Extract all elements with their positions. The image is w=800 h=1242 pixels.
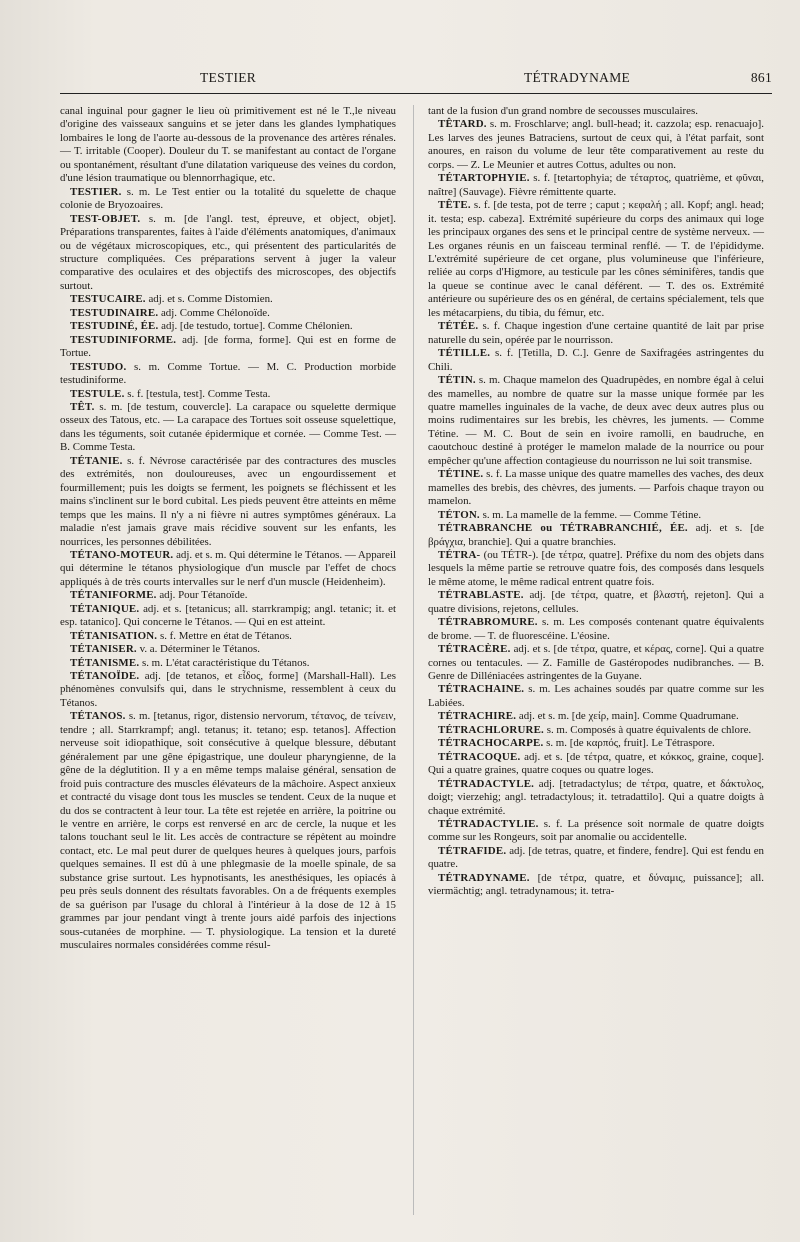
entry-headword: TÉTRACHAINE.	[438, 683, 525, 696]
entry-definition: s. f. [Tetilla, D. C.]. Genre de Saxifragées astringentes du Chili.	[428, 347, 764, 373]
dictionary-entry	[60, 320, 396, 333]
entry-headword: TESTULE.	[70, 387, 125, 400]
column-divider	[413, 105, 414, 1215]
entry-headword: TÊTARD.	[438, 118, 487, 131]
entry-definition: s. f. [de testa, pot de terre ; caput ; κεφαλή ; all. Kopf; angl. head; it. testa; esp. cabeza]. Extrémité supérieure du corps des animaux qui loge les principaux organes des sens et le principal centre de système nerveux. — Les organes réunis en un faisceau terminal renflé. — T. de l'épididyme. L'extrémité supérieure de cet organe, plus volumineuse que l'inférieure, reliée au corps d'Higmore, au testicule par les cônes séminifères, tandis que la queue se continue avec le canal déférent. — T. des os. Extrémité antérieure ou supérieure des os en général, de certains spécialement, tels que les métacarpiens, du tibia, du fémur, etc.	[428, 199, 764, 319]
dictionary-entry	[428, 845, 764, 872]
dictionary-entry	[60, 361, 396, 388]
left-column	[60, 105, 396, 953]
entry-definition: adj. [de tetanos, et εἶδος, forme] (Marshall-Hall). Les phénomènes convulsifs qui, dans le strychnisme, ressemblent à ceux du Tétanos.	[60, 670, 396, 709]
dictionary-entry	[428, 778, 764, 818]
dictionary-entry	[428, 751, 764, 778]
entry-headword: TÉTRACHIRE.	[438, 710, 517, 723]
entry-headword: TÉTANISME.	[70, 656, 140, 669]
entry-headword: TÉTRABROMURE.	[438, 616, 538, 629]
entry-definition: adj. et s. [tetanicus; all. starrkrampig; angl. tetanic; it. et esp. tatanico]. Qui concerne le Tétanos. — Qui en est atteint.	[60, 602, 396, 629]
dictionary-entry	[428, 468, 764, 508]
running-header	[60, 70, 772, 92]
dictionary-entry	[60, 186, 396, 213]
dictionary-entry	[428, 710, 764, 723]
entry-definition: v. a. Déterminer le Tétanos.	[136, 643, 260, 656]
entry-definition: adj. [tetradactylus; de τέτρα, quatre, et δάκτυλος, doigt; vierzehig; angl. tetradactylous; it. tetradattilo]. Qui a quatre doigts à chaque extrémité.	[428, 777, 764, 817]
entry-headword: TÉTILLE.	[438, 347, 491, 360]
entry-headword: TESTUDINAIRE.	[70, 306, 159, 319]
entry-definition: s. f. [testula, test]. Comme Testa.	[124, 387, 271, 400]
entry-definition: (ou TÉTR-). [de τέτρα, quatre]. Préfixe du nom des objets dans lesquels la même partie se retrouve quatre fois, des composés dans lesquels le même atome, le même radical entrent quatre fois.	[428, 548, 764, 588]
entry-definition: s. m. L'état caractéristique du Tétanos.	[139, 656, 310, 669]
entry-definition: s. m. [tetanus, rigor, distensio nervorum, τέτανος, de τείνειν, tendre ; all. Starrkrampf; angl. tetanus; it. tetano; esp. tetanos]. Affection nerveuse soit idiopathique, soit consécutive à quelque blessure, débutant généralement par une gêne épigastrique, une douleur pharyngienne, de la gêne de la déglutition. Il y a en même temps malaise général, sensation de froid puis contracture des muscles élévateurs de la mâchoire. Aspect anxieux et contracté du visage dont tous les muscles se tendent. Ceux de la nuque et du dos se contractent à leur tour. La tête est rejetée en arrière, la poitrine ou le ventre en arrière, le corps est renversé en arc de cercle, la nuque et les talons touchant seul le lit. Les accès de contracture se répètent au moindre contact, etc. Le mal peut durer de quelques heures à quelques jours, parfois quelques semaines. Il est dû à une phlegmasie de la moelle spinale, de sa substance grise surtout. Les hypnotisants, les anesthésiques, les opiacés à peu près seuls donnent des résultats favorables. On a de fréquents exemples de sa guérison par l'usage du chloral à l'intérieur à la dose de 12 à 15 grammes par jour pendant vingt à trente jours aidé parfois des injections sous-cutanées de morphine. — T. physiologique. La tension et la dureté musculaires normales considérées comme résul-	[60, 710, 396, 952]
dictionary-entry	[428, 724, 764, 737]
dictionary-entry	[60, 105, 396, 186]
page-number: 861	[750, 70, 772, 85]
dictionary-entry	[60, 455, 396, 549]
entry-definition: s. m. Le Test entier ou la totalité du squelette de chaque colonie de Bryozoaires.	[60, 185, 396, 212]
entry-headword: TÉTRADACTYLE.	[438, 777, 535, 790]
entry-headword: TÉTRACÈRE.	[438, 643, 511, 656]
header-first-entry: TESTIER	[200, 70, 257, 85]
dictionary-entry	[60, 307, 396, 320]
entry-headword: TÊTE.	[438, 199, 471, 212]
entry-definition: adj. et s. [de τέτρα, quatre, et κόκκος, graine, coque]. Qui a quatre graines, quatre coques ou quatre loges.	[428, 750, 764, 777]
entry-definition: s. f. [tetartophyia; de τέταρτος, quatrième, et φῦναι, naître] (Sauvage). Fièvre rémittente quarte.	[428, 172, 764, 198]
dictionary-entry	[428, 118, 764, 172]
dictionary-entry	[428, 589, 764, 616]
entry-definition: adj. et s. Comme Distomien.	[145, 293, 273, 306]
dictionary-entry	[60, 603, 396, 630]
entry-definition: adj. Pour Tétanoïde.	[156, 589, 248, 602]
header-last-entry: TÉTRADYNAME	[524, 70, 631, 85]
entry-headword: TÉTRADACTYLIE.	[438, 818, 539, 831]
dictionary-entry	[60, 630, 396, 643]
entry-definition: adj. et s. m. [de χείρ, main]. Comme Quadrumane.	[516, 710, 739, 723]
dictionary-entry	[60, 388, 396, 401]
dictionary-entry	[60, 710, 396, 952]
dictionary-entry	[428, 172, 764, 199]
entry-headword: TESTUCAIRE.	[70, 293, 146, 306]
entry-headword: TÉTRACHOCARPE.	[438, 737, 544, 750]
entry-definition: s. m. [de καρπός, fruit]. Le Tétraspore.	[543, 737, 715, 750]
entry-headword: TÉTIN.	[438, 374, 476, 387]
entry-definition: adj. [de forma, forme]. Qui est en forme de Tortue.	[60, 333, 396, 360]
entry-headword: TESTUDO.	[70, 360, 127, 373]
entry-headword: TÉTANO-MOTEUR.	[70, 548, 174, 561]
entry-headword: TÉTARTOPHYIE.	[438, 172, 530, 185]
entry-definition: s. m. La mamelle de la femme. — Comme Tétine.	[479, 508, 702, 521]
entry-headword: TÉTANIE.	[70, 454, 123, 467]
entry-headword: TESTUDINÉ, ÉE.	[70, 320, 159, 333]
entry-headword: TÉTÉE.	[438, 320, 479, 333]
entry-headword: TEST-OBJET.	[70, 212, 141, 225]
entry-headword: TÉTANISATION.	[70, 629, 158, 642]
entry-definition: s. f. Chaque ingestion d'une certaine quantité de lait par prise naturelle du sein, opérée par le nourrisson.	[428, 320, 764, 346]
entry-definition: s. m. [de testum, couvercle]. La carapace ou squelette dermique osseux des Tatous, etc. — La carapace des Tortues soit osseuse squelettique, dans les téguments, soit cutanée épidermique et cornée. — Comme Test. — B. Comme Testa.	[60, 400, 396, 454]
entry-definition: adj. et s. [de τέτρα, quatre, et κέρας, corne]. Qui a quatre cornes ou tentacules. — Z. Famille de Gastéropodes nudibranches. — B. Genre de Dilléniacées astringentes de la Guyane.	[428, 643, 764, 683]
dictionary-entry	[428, 320, 764, 347]
entry-definition: adj. [de τέτρα, quatre, et βλαστή, rejeton]. Qui a quatre divisions, rejetons, cellules.	[428, 589, 764, 615]
entry-definition: s. m. Les achaines soudés par quatre comme sur les Labiées.	[428, 683, 764, 709]
entry-definition: tant de la fusion d'un grand nombre de secousses musculaires.	[428, 105, 698, 117]
dictionary-entry	[428, 105, 764, 118]
entry-headword: TÉTANOS.	[70, 710, 126, 723]
entry-headword: TÉTRADYNAME.	[438, 871, 530, 884]
entry-headword: TESTIER.	[70, 185, 122, 198]
entry-headword: TESTUDINIFORME.	[70, 333, 177, 346]
entry-definition: s. m. Les composés contenant quatre équivalents de brome. — T. de fluorescéine. L'éosine.	[428, 616, 764, 642]
entry-headword: TÉTANOÏDE.	[70, 670, 140, 683]
entry-headword: TÉTANISER.	[70, 643, 137, 656]
entry-headword: TÉTRAFIDE.	[438, 844, 507, 857]
entry-definition: [de τέτρα, quatre, et δύναμις, puissance]; all. viermächtig; angl. tetradynamous; it. tetra-	[428, 871, 764, 898]
header-rule	[60, 93, 772, 94]
dictionary-entry	[428, 818, 764, 845]
dictionary-entry	[428, 737, 764, 750]
right-column	[428, 105, 764, 899]
entry-definition: s. f. La masse unique des quatre mamelles des vaches, des deux mamelles des brebis, des chèvres, des juments. — Parfois chaque trayon ou mamelon.	[428, 468, 764, 508]
entry-definition: adj. [de tetras, quatre, et findere, fendre]. Qui est fendu en quatre.	[428, 844, 764, 871]
entry-definition: s. m. Comme Tortue. — M. C. Production morbide testudiniforme.	[60, 360, 396, 387]
entry-headword: TÉTRABLASTE.	[438, 589, 524, 602]
dictionary-entry	[428, 509, 764, 522]
dictionary-entry	[60, 293, 396, 306]
dictionary-entry	[60, 401, 396, 455]
entry-definition: s. m. Chaque mamelon des Quadrupèdes, en nombre égal à celui des mamelles, au nombre de quatre sur la masse unique formée par les quatre mamelles inguinales de la vache, de deux avec deux autres plus ou moins rudimentaires sur les brebis, les chèvres, les juments. — Comme Tétine. — M. C. Bout de sein en ivoire ramolli, en baudruche, en caoutchouc destiné à protéger le mamelon malade de la nourrice ou pour empêcher qu'une affection contagieuse du nourrisson ne lui soit transmise.	[428, 374, 764, 467]
dictionary-entry	[428, 549, 764, 589]
entry-headword: TÉTANIFORME.	[70, 589, 157, 602]
entry-headword: TÊT.	[70, 400, 95, 413]
dictionary-entry	[428, 522, 764, 549]
entry-headword: TÉTRACHLORURE.	[438, 723, 544, 736]
entry-headword: TÉTRACOQUE.	[438, 750, 521, 763]
entry-definition: adj. Comme Chélonoïde.	[158, 306, 270, 319]
dictionary-entry	[428, 374, 764, 468]
entry-definition: s. m. [de l'angl. test, épreuve, et object, objet]. Préparations transparentes, faites à l'aide d'éléments anatomiques, d'animaux ou de végétaux microscopiques, etc., qui présentent des particularités de structure compliquées. Ces préparations servent à juger la valeur comparative des oculaires et des objectifs des microscopes, des objectifs surtout.	[60, 212, 396, 292]
entry-headword: TÉTRABRANCHE ou TÉTRABRANCHIÉ, ÉE.	[438, 522, 688, 535]
entry-definition: s. m. Froschlarve; angl. bull-head; it. cazzola; esp. renacuajo]. Les larves des jeunes Batraciens, surtout de ceux qui, à l'état parfait, sont anoures, en raison du volume de leur tête comparativement au reste du corps. — Z. Le Meunier et autres Cottus, adultes ou non.	[428, 118, 764, 171]
dictionary-entry	[428, 616, 764, 643]
entry-definition: canal inguinal pour gagner le lieu où primitivement est né le T.,le niveau d'origine des vaisseaux sanguins et se jeter dans les glandes lymphatiques lombaires le long de l'aorte au-dessous de la provenance des artères rénales. — T. irritable (Cooper). Douleur du T. se manifestant au contact de l'organe ou spontanément, résultant d'une dilatation variqueuse des veines du cordon, d'une lésion traumatique ou blennorrhagique, etc.	[60, 105, 396, 185]
entry-definition: s. m. Composés à quatre équivalents de chlore.	[543, 723, 752, 736]
entry-definition: adj. et s. [de βράγχια, branchie]. Qui a quatre branchies.	[428, 522, 764, 548]
dictionary-entry	[428, 643, 764, 683]
entry-headword: TÉTINE.	[438, 468, 484, 481]
entry-definition: s. f. Mettre en état de Tétanos.	[157, 629, 292, 642]
dictionary-entry	[60, 589, 396, 602]
dictionary-entry	[428, 347, 764, 374]
dictionary-entry	[428, 199, 764, 320]
entry-definition: adj. et s. m. Qui détermine le Tétanos. — Appareil qui détermine le tétanos physiologique d'un muscle par l'effet de chocs appliqués à de très courts intervalles sur le nerf d'un muscle (Heidenheim).	[60, 548, 396, 588]
dictionary-entry	[60, 643, 396, 656]
entry-headword: TÉTANIQUE.	[70, 602, 140, 615]
dictionary-entry	[60, 334, 396, 361]
dictionary-entry	[60, 657, 396, 670]
dictionary-entry	[60, 549, 396, 589]
dictionary-entry	[428, 683, 764, 710]
entry-headword: TÉTRA-	[438, 548, 481, 561]
entry-definition: adj. [de testudo, tortue]. Comme Chélonien.	[158, 320, 353, 333]
dictionary-entry	[428, 872, 764, 899]
entry-definition: s. f. La présence soit normale de quatre doigts comme sur les Rongeurs, soit par anomalie ou accidentelle.	[428, 818, 764, 844]
entry-headword: TÉTON.	[438, 508, 480, 521]
dictionary-entry	[60, 213, 396, 294]
dictionary-entry	[60, 670, 396, 710]
entry-definition: s. f. Névrose caractérisée par des contractures des muscles des extrémités, non douloureuses, avec un engourdissement et fourmillement; puis les doigts se ferment, les poignets se fléchissent et les mains s'inclinent sur le bord cubital. Les pieds peuvent être atteints en même temps que les mains. Il n'y a ni fièvre ni autres symptômes généraux. La maladie n'est jamais grave mais récidive souvent sur les enfants, les nourrices, les personnes débilitées.	[60, 454, 396, 548]
